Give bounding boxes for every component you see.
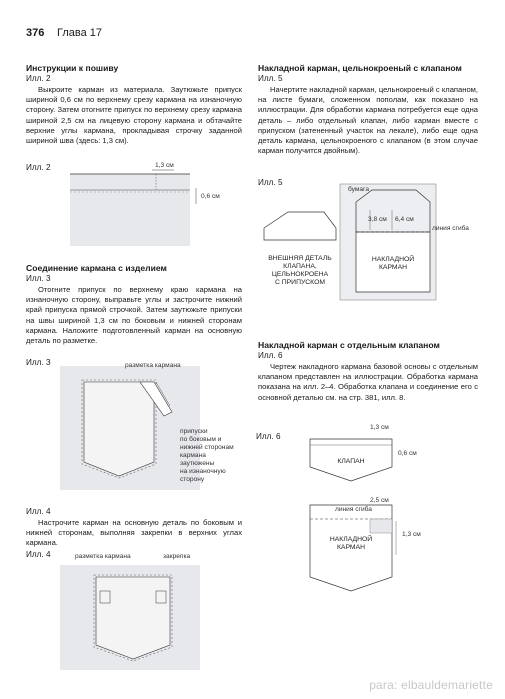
paragraph-4: Начертите накладной карман, цельнокроеный с клапаном, на листе бумаги, сложенном пополам, как показано на иллюстрации. Для обработки кармана потребуется еще одна деталь – либо отдельный клапан, либо карман вместе с припуском (затененный участок на лекале), либо еще одна деталь кармана, цельнокроеного с клапаном (в этом случае карман получится двойным). [258,85,478,156]
paragraph-3: Настрочите карман на основную деталь по боковым и нижней сторонам, выполняя закрепки в верхних углах кармана. [26,518,242,548]
ill6-dim-4: 1,3 см [402,531,421,538]
ill4-label: Илл. 4 [26,507,51,516]
ill2-dim-1: 1,3 см [155,162,174,169]
ill2-caption: Илл. 2 [26,163,51,172]
section-title-separate-flap: Накладной карман с отдельным клапаном [258,340,440,350]
paragraph-5: Чертеж накладного кармана базовой основы с отдельным клапаном представлен на иллюстрации. Обработка кармана показана на илл. 2–4. Обработка клапана и соединение его с основной деталью см. на стр. 381, илл. 8. [258,362,478,402]
ill4-tack-label: закрепка [163,553,191,560]
ill2-label: Илл. 2 [26,74,51,83]
ill2-diagram [26,160,226,250]
ill6-pocket-label: НАКЛАДНОЙ КАРМАН [329,536,373,551]
paragraph-2: Отогните припуск по верхнему краю кармана на изнаночную сторону, выправьте углы и застрочите нижний край припуска прямой строчкой. Затем заутюжьте припуски на швы шириной 1,3 см по боковым и нижней сторонам кармана. Наложите подготовленный карман на основную деталь по разметке. [26,285,242,346]
section-title-sewing: Инструкции к пошиву [26,63,119,73]
ill4-caption: Илл. 4 [26,550,51,559]
ill6-flap-label: КЛАПАН [337,458,365,465]
ill5-paper-label: бумага [348,186,369,193]
ill6-dim-1: 1,3 см [370,424,389,431]
ill6-dim-2: 0,6 см [398,450,417,457]
ill6-dim-3: 2,5 см [370,497,389,504]
ill3-note: припуски по боковым и нижней сторонам кармана заутюжены на изнаночную сторону [180,428,234,483]
ill6-label: Илл. 6 [258,351,283,360]
watermark: para: elbauldemariette [369,678,493,692]
ill6-fold-label: линия сгиба [335,506,372,513]
ill3-caption: Илл. 3 [26,358,51,367]
section-title-attach: Соединение кармана с изделием [26,263,167,273]
ill2-dim-2: 0,6 см [201,193,220,200]
ill5-fold-label: линия сгиба [432,225,469,232]
ill4-marking-label: разметка кармана [75,553,131,560]
ill4-diagram [60,555,220,670]
ill5-dim-1: 3,8 см [368,216,387,223]
section-title-flap-pocket: Накладной карман, цельнокроеный с клапаном [258,63,462,73]
ill6-caption: Илл. 6 [256,432,281,441]
paragraph-1: Выкроите карман из материала. Заутюжьте припуск шириной 0,6 см по верхнему срезу кармана на изнаночную сторону. Затем отогните припуск по верхнему срезу кармана шириной 2,5 см на лицевую сторону кармана и обтачайте верхние углы кармана, прокладывая строчку заданной шириной шва (здесь: 1,3 см). [26,85,242,146]
ill5-outer-flap-label: ВНЕШНЯЯ ДЕТАЛЬ КЛАПАНА, ЦЕЛЬНОКРОЕНА С ПРИПУСКОМ [268,255,332,286]
chapter-title: Глава 17 [57,27,103,39]
page-number: 376 [26,27,45,39]
ill5-caption: Илл. 5 [258,178,283,187]
ill5-pocket-label: НАКЛАДНОЙ КАРМАН [371,256,415,271]
ill5-diagram [258,180,478,310]
ill3-marking-label: разметка кармана [125,362,181,369]
ill5-label: Илл. 5 [258,74,283,83]
ill3-label: Илл. 3 [26,274,51,283]
ill5-dim-2: 6,4 см [395,216,414,223]
